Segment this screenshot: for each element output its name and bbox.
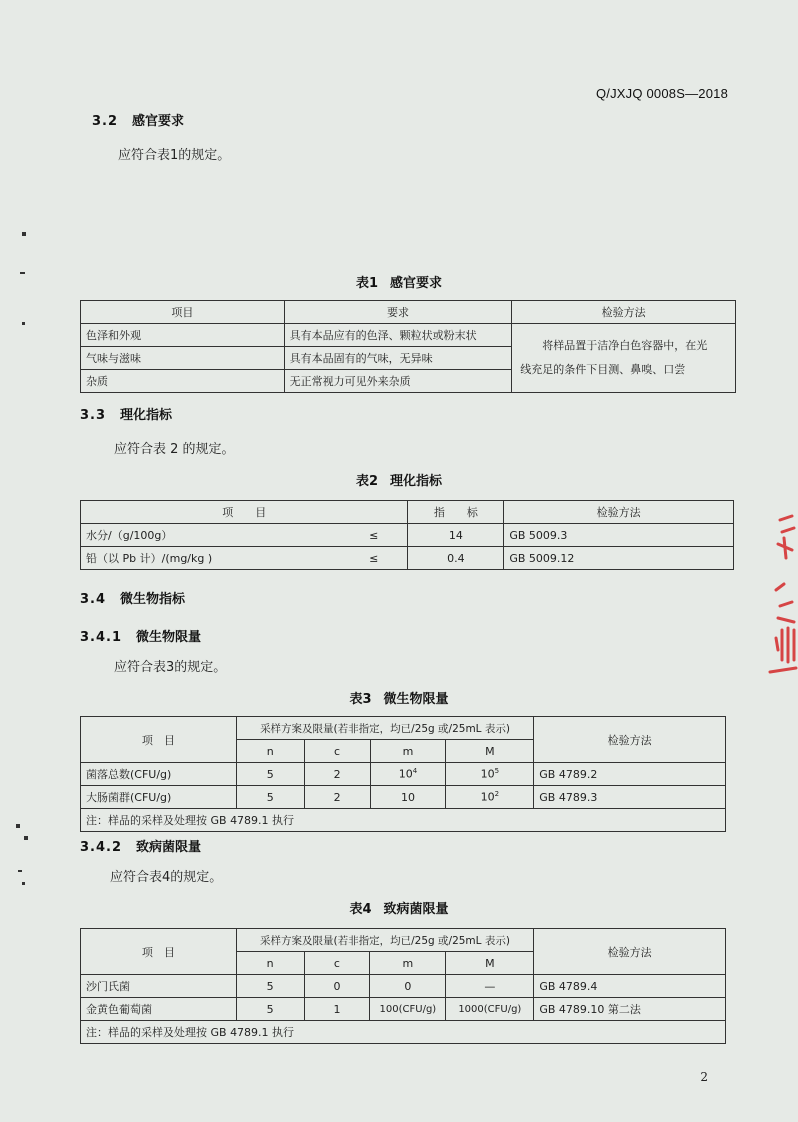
- operator-cell: ≤: [340, 524, 408, 547]
- subheader-n: n: [236, 740, 304, 763]
- header-cell: 检验方法: [512, 301, 736, 324]
- table-2-physicochemical: [80, 500, 734, 570]
- method-line: 线充足的条件下目测、鼻嗅、口尝: [520, 363, 686, 376]
- table-4-caption: [0, 898, 798, 917]
- m-base: 10: [398, 767, 413, 781]
- n-cell: 5: [236, 786, 304, 809]
- method-cell: GB 4789.10 第二法: [534, 998, 726, 1021]
- table-title: 微生物限量: [383, 692, 449, 707]
- item-cell: 色泽和外观: [81, 324, 285, 347]
- c-cell: 1: [304, 998, 370, 1021]
- section-title: 理化指标: [120, 408, 173, 423]
- margin-mark: [16, 824, 20, 828]
- subheader-m: m: [370, 740, 446, 763]
- item-cell: 大肠菌群(CFU/g): [81, 786, 237, 809]
- margin-mark: [18, 870, 22, 872]
- margin-mark: [22, 882, 25, 885]
- item-cell: 沙门氏菌: [81, 975, 237, 998]
- n-cell: 5: [236, 763, 304, 786]
- value-cell: 14: [408, 524, 504, 547]
- standard-code: Q/JXJQ 0008S—2018: [595, 86, 728, 101]
- method-cell: GB 4789.2: [534, 763, 726, 786]
- section-number: 3.4.1: [80, 630, 123, 645]
- subheader-n: n: [236, 952, 304, 975]
- table-note-row: [81, 1021, 726, 1044]
- header-cell: 项 目: [81, 501, 408, 524]
- table-row: [81, 975, 726, 998]
- section-number: 3.2: [92, 114, 119, 129]
- table-3-microbial: [80, 716, 726, 832]
- table-number: 表1: [355, 276, 379, 291]
- table-note-row: [81, 809, 726, 832]
- m-base: 10: [400, 790, 415, 804]
- M-base: 10: [480, 790, 495, 804]
- section-3-3-text: 应符合表 2 的规定。: [114, 442, 235, 457]
- section-3-4-1-heading: [80, 626, 201, 645]
- section-3-2-heading: [92, 110, 184, 129]
- c-cell: 2: [304, 786, 370, 809]
- item-cell: 杂质: [81, 370, 285, 393]
- section-title: 致病菌限量: [136, 840, 202, 855]
- subheader-M: M: [446, 740, 534, 763]
- subheader-c: c: [304, 952, 370, 975]
- section-3-3-heading: [80, 404, 172, 423]
- M-cell: [446, 763, 534, 786]
- table-row: [81, 786, 726, 809]
- M-base: 10: [480, 767, 495, 781]
- table-header-row: [81, 301, 736, 324]
- table-1-sensory: [80, 300, 736, 393]
- table-title: 理化指标: [390, 474, 443, 489]
- section-3-2-text: 应符合表1的规定。: [118, 148, 231, 163]
- section-number: 3.4: [80, 592, 107, 607]
- M-cell: 1000(CFU/g): [446, 998, 534, 1021]
- table-number: 表4: [349, 902, 372, 917]
- table-row: [81, 998, 726, 1021]
- subheader-m: m: [370, 952, 446, 975]
- item-cell: 铅（以 Pb 计）/(mg/kg ): [81, 547, 341, 570]
- header-item: 项 目: [81, 717, 237, 763]
- m-exponent: 4: [412, 767, 418, 776]
- n-cell: 5: [236, 998, 304, 1021]
- table-4-pathogen: [80, 928, 726, 1044]
- header-method: 检验方法: [534, 929, 726, 975]
- m-cell: 0: [370, 975, 446, 998]
- table-note: 注：样品的采样及处理按 GB 4789.1 执行: [81, 809, 726, 832]
- section-title: 感官要求: [132, 114, 185, 129]
- m-cell: [370, 763, 446, 786]
- item-cell: 气味与滋味: [81, 347, 285, 370]
- table-number: 表3: [349, 692, 372, 707]
- method-cell: [512, 324, 736, 393]
- table-note: 注：样品的采样及处理按 GB 4789.1 执行: [81, 1021, 726, 1044]
- M-exponent: 2: [494, 790, 500, 799]
- m-cell: [370, 786, 446, 809]
- table-number: 表2: [355, 474, 379, 489]
- table-header-row: [81, 929, 726, 952]
- header-cell: 指 标: [408, 501, 504, 524]
- margin-mark: [20, 272, 25, 274]
- c-cell: 2: [304, 763, 370, 786]
- header-cell: 项目: [81, 301, 285, 324]
- operator-cell: ≤: [340, 547, 408, 570]
- section-number: 3.3: [80, 408, 107, 423]
- method-cell: GB 4789.3: [534, 786, 726, 809]
- table-title: 致病菌限量: [383, 902, 449, 917]
- margin-mark: [22, 322, 25, 325]
- method-cell: GB 5009.12: [504, 547, 734, 570]
- section-3-4-2-heading: [80, 836, 201, 855]
- red-stamp-fragment: [762, 510, 798, 680]
- M-exponent: 5: [494, 767, 500, 776]
- header-cell: 要求: [284, 301, 512, 324]
- header-plan: 采样方案及限量(若非指定，均已/25g 或/25mL 表示): [236, 717, 534, 740]
- M-cell: —: [446, 975, 534, 998]
- margin-mark: [24, 836, 28, 840]
- table-header-row: [81, 717, 726, 740]
- table-row: [81, 763, 726, 786]
- item-cell: 金黄色葡萄菌: [81, 998, 237, 1021]
- section-3-4-heading: [80, 588, 185, 607]
- table-2-caption: [0, 470, 798, 489]
- header-item: 项 目: [81, 929, 237, 975]
- margin-mark: [22, 232, 26, 236]
- n-cell: 5: [236, 975, 304, 998]
- table-row: [81, 524, 734, 547]
- subheader-M: M: [446, 952, 534, 975]
- header-cell: 检验方法: [504, 501, 734, 524]
- header-method: 检验方法: [534, 717, 726, 763]
- section-title: 微生物指标: [120, 592, 186, 607]
- c-cell: 0: [304, 975, 370, 998]
- method-cell: GB 5009.3: [504, 524, 734, 547]
- requirement-cell: 无正常视力可见外来杂质: [284, 370, 512, 393]
- section-number: 3.4.2: [80, 840, 123, 855]
- method-line: 将样品置于洁净白色容器中，在光: [542, 339, 708, 352]
- table-row: [81, 547, 734, 570]
- requirement-cell: 具有本品应有的色泽、颗粒状或粉末状: [284, 324, 512, 347]
- section-title: 微生物限量: [136, 630, 202, 645]
- value-cell: 0.4: [408, 547, 504, 570]
- page-number: 2: [700, 1070, 708, 1084]
- table-3-caption: [0, 688, 798, 707]
- section-3-4-2-text: 应符合表4的规定。: [110, 870, 223, 885]
- method-cell: GB 4789.4: [534, 975, 726, 998]
- subheader-c: c: [304, 740, 370, 763]
- item-cell: 菌落总数(CFU/g): [81, 763, 237, 786]
- table-1-caption: [0, 272, 798, 291]
- table-row: [81, 324, 736, 347]
- table-title: 感官要求: [390, 276, 443, 291]
- table-header-row: [81, 501, 734, 524]
- header-plan: 采样方案及限量(若非指定，均已/25g 或/25mL 表示): [236, 929, 534, 952]
- requirement-cell: 具有本品固有的气味，无异味: [284, 347, 512, 370]
- item-cell: 水分/（g/100g）: [81, 524, 341, 547]
- section-3-4-1-text: 应符合表3的规定。: [114, 660, 227, 675]
- m-cell: 100(CFU/g): [370, 998, 446, 1021]
- M-cell: [446, 786, 534, 809]
